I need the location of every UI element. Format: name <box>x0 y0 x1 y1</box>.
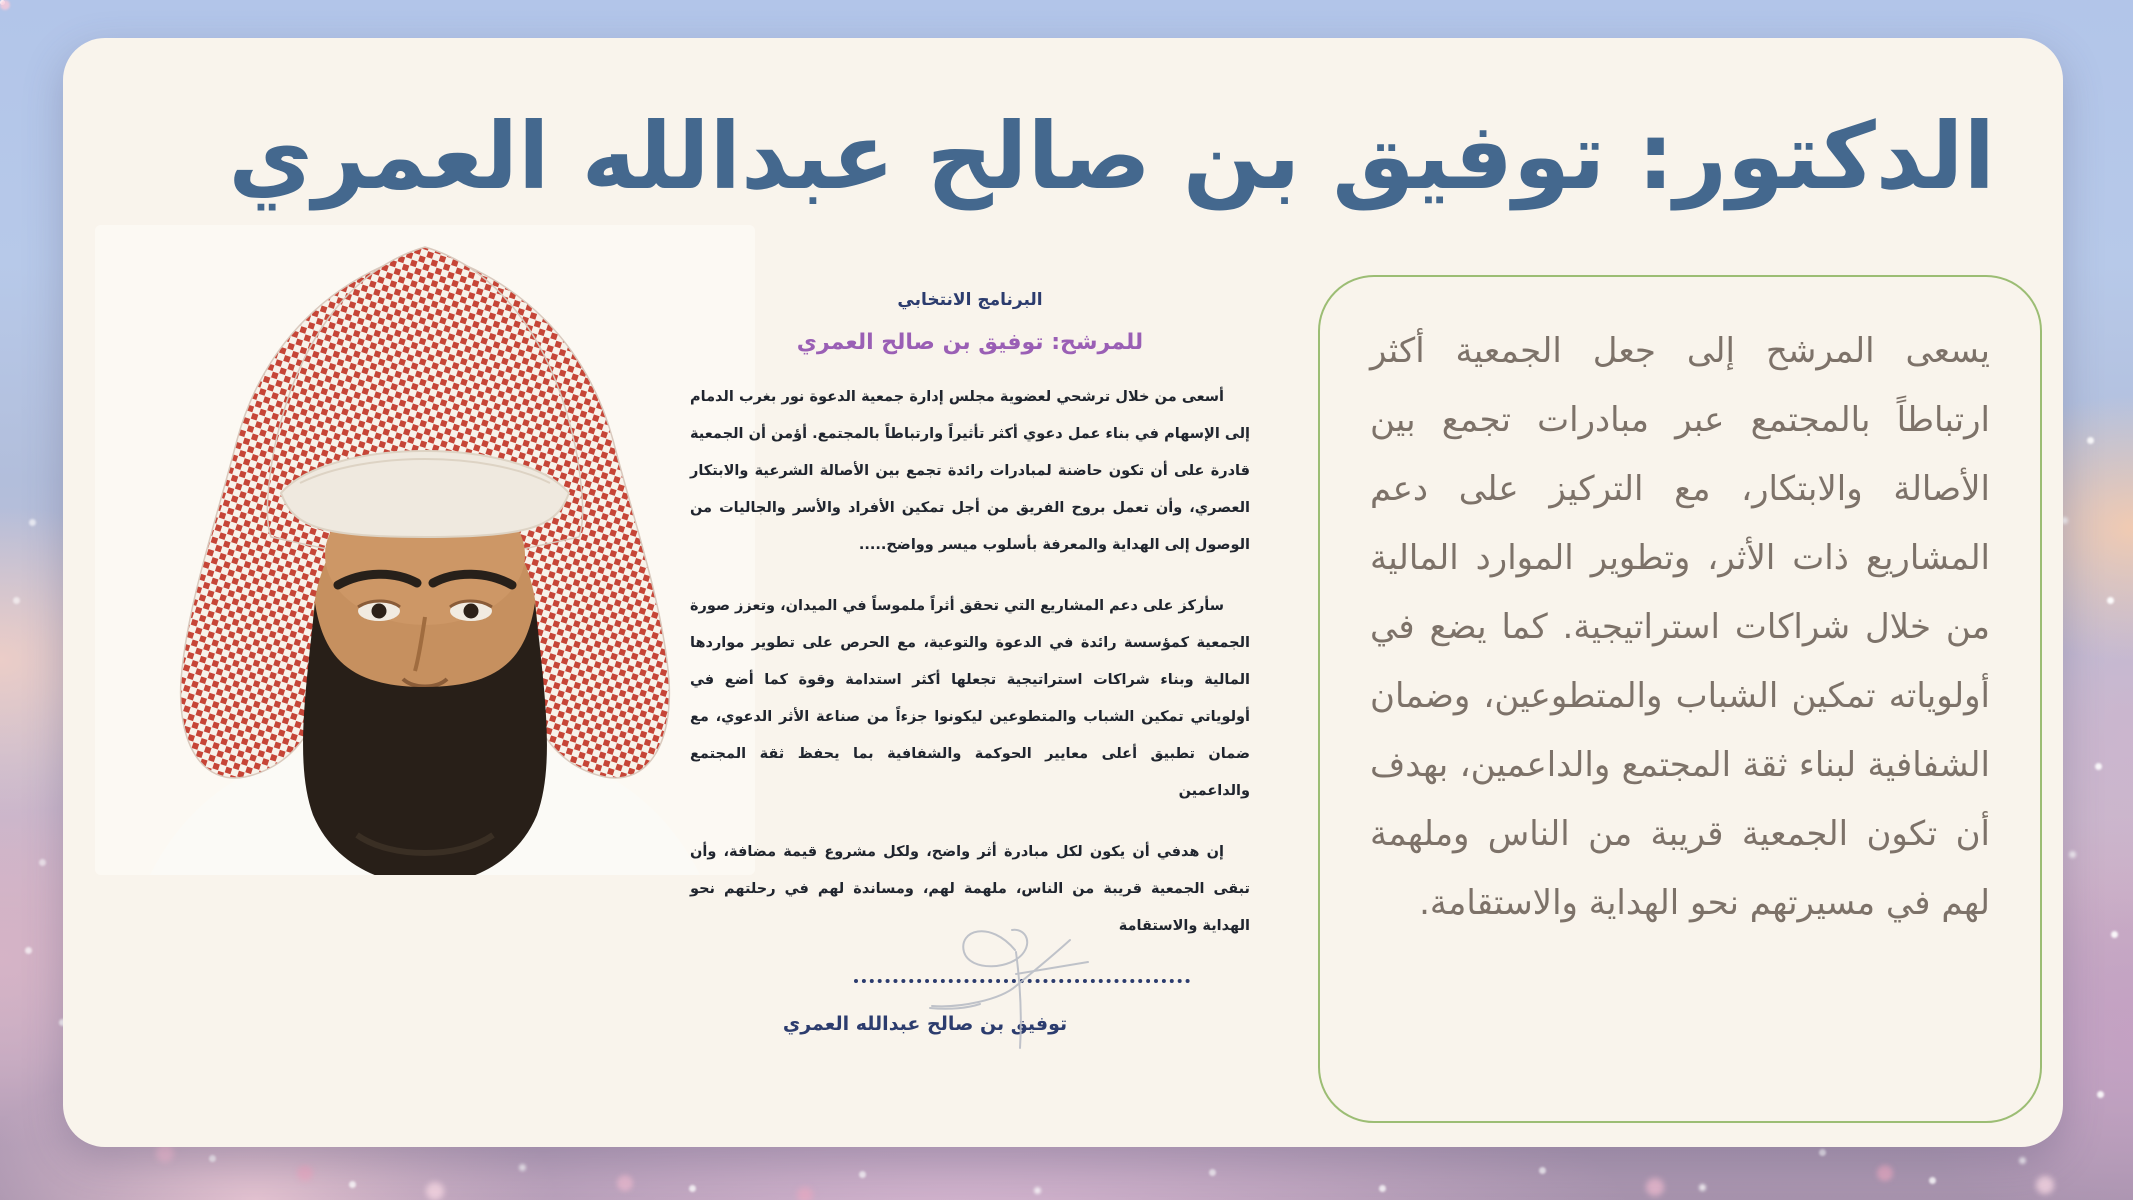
letter-candidate-label: للمرشح: توفيق بن صالح العمري <box>796 330 1144 355</box>
vision-text: يسعى المرشح إلى جعل الجمعية أكثر ارتباطاً بالمجتمع عبر مبادرات تجمع بين الأصالة والابتكار، مع التركيز على دعم المشاريع ذات الأثر، وتطوير الموارد المالية من خلال شراكات استراتيجية. كما يضع في أولوياته تمكين الشباب والمتطوعين، وضمان الشفافية لبناء ثقة المجتمع والداعمين، بهدف أن تكون الجمعية قريبة من الناس وملهمة لهم في مسيرتهم نحو الهداية والاستقامة. <box>1370 331 1990 924</box>
letter-paragraph-3: إن هدفي أن يكون لكل مبادرة أثر واضح، ولكل مشروع قيمة مضافة، وأن تبقى الجمعية قريبة من الناس، ملهمة لهم، ومساندة لهم في رحلتهم نحو الهداية والاستقامة <box>690 843 1250 934</box>
candidate-photo <box>95 225 755 875</box>
portrait-illustration <box>95 225 755 875</box>
election-letter <box>690 290 1250 1090</box>
page-title: الدكتور: توفيق بن صالح عبدالله العمري <box>228 103 1995 210</box>
poster-card <box>63 38 2063 1147</box>
handwritten-signature <box>920 912 1120 1052</box>
letter-paragraph-1: أسعى من خلال ترشحي لعضوية مجلس إدارة جمعية الدعوة نور بغرب الدمام إلى الإسهام في بناء عمل دعوي أكثر تأثيراً وارتباطاً بالمجتمع. أؤمن أن الجمعية قادرة على أن تكون حاضنة لمبادرات رائدة تجمع بين الأصالة الشرعية والابتكار العصري، وأن تعمل بروح الفريق من أجل تمكين الأفراد والأسر والجاليات من الوصول إلى الهداية والمعرفة بأسلوب ميسر وواضح..... <box>690 389 1250 553</box>
pink-bokeh-lights <box>0 0 10 10</box>
candidate-vision-box <box>1318 275 2042 1123</box>
signature-name: توفيق بن صالح عبدالله العمري <box>782 1012 1068 1035</box>
letter-paragraph-2: سأركز على دعم المشاريع التي تحقق أثراً ملموساً في الميدان، وتعزز صورة الجمعية كمؤسسة رائدة في الدعوة والتوعية، مع الحرص على تطوير مواردها المالية وبناء شراكات استراتيجية تجعلها أكثر استدامة وقوة كما أضع في أولوياتي تمكين الشباب والمتطوعين ليكونوا جزءاً من صناعة الأثر الدعوي، مع ضمان تطبيق أعلى معايير الحوكمة والشفافية بما يحفظ ثقة المجتمع والداعمين <box>690 597 1250 799</box>
letter-program-label: البرنامج الانتخابي <box>897 290 1043 310</box>
